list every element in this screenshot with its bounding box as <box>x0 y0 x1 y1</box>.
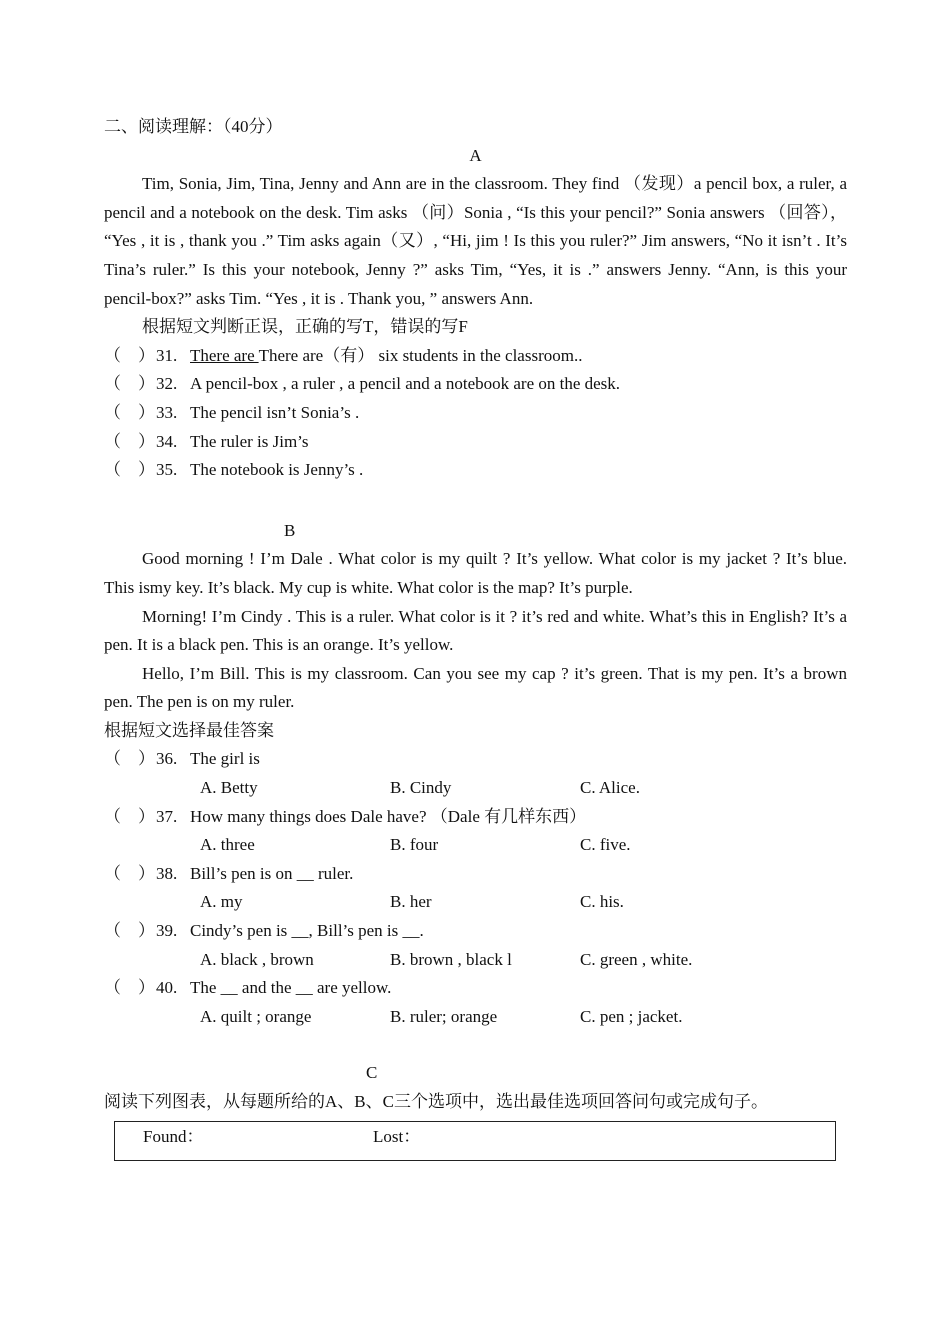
part-b-paragraph: Good morning ! I’m Dale . What color is my quilt ? It’s yellow. What color is my jacket ? It’s blue. This ismy key. It’s black. My cup is white. What color is the map? It’s purple. <box>104 549 847 597</box>
option-c[interactable]: C. Alice. <box>580 778 640 798</box>
option-a[interactable]: A. black , brown <box>200 949 314 969</box>
question-text: Bill’s pen is on __ ruler. <box>190 863 354 883</box>
option-a[interactable]: A. quilt ; orange <box>200 1006 312 1026</box>
question-text: The notebook is Jenny’s . <box>190 460 364 480</box>
question-38 <box>104 860 847 889</box>
found-header: Found： <box>143 1126 204 1146</box>
question-number: 35. <box>156 460 178 480</box>
question-text: There are There are（有） six students in the classroom.. <box>190 345 583 365</box>
underlined-text: There are <box>190 345 259 365</box>
option-b[interactable]: B. brown , black l <box>390 949 512 969</box>
option-c[interactable]: C. green , white. <box>580 949 693 969</box>
part-b-paragraph: Morning! I’m Cindy . This is a ruler. What color is it ? it’s red and white. What’s this in English? It’s a pen. It is a black pen. This is an orange. It’s yellow. <box>104 606 847 655</box>
option-a[interactable]: A. my <box>200 892 243 912</box>
option-b[interactable]: B. Cindy <box>390 778 452 798</box>
part-a-instruction: 根据短文判断正误，正确的写T，错误的写F <box>142 317 468 337</box>
part-b-instruction: 根据短文选择最佳答案 <box>104 720 274 740</box>
option-b[interactable]: B. four <box>390 835 439 855</box>
question-text: How many things does Dale have? （Dale 有几样东西） <box>190 806 587 826</box>
answer-blank[interactable]: （ ） <box>104 402 155 422</box>
question-37 <box>104 803 847 832</box>
question-33 <box>104 399 847 428</box>
question-40 <box>104 974 847 1003</box>
part-b-label: B <box>284 520 296 540</box>
answer-blank[interactable]: （ ） <box>104 749 155 769</box>
question-number: 32. <box>156 374 178 394</box>
worksheet-page <box>104 113 847 1161</box>
question-number: 36. <box>156 749 178 769</box>
lost-header: Lost： <box>373 1126 421 1146</box>
part-c-label: C <box>366 1063 378 1083</box>
section-title: 二、阅读理解：（40分） <box>104 117 283 136</box>
options-39 <box>104 946 847 975</box>
answer-blank[interactable]: （ ） <box>104 374 155 394</box>
answer-blank[interactable]: （ ） <box>104 921 155 941</box>
question-32 <box>104 370 847 399</box>
option-a[interactable]: A. three <box>200 835 255 855</box>
answer-blank[interactable]: （ ） <box>104 806 155 826</box>
question-number: 37. <box>156 806 178 826</box>
question-text: A pencil-box , a ruler , a pencil and a notebook are on the desk. <box>190 374 621 394</box>
question-number: 38. <box>156 863 178 883</box>
answer-blank[interactable]: （ ） <box>104 863 155 883</box>
part-c-instruction: 阅读下列图表，从每题所给的A、B、C三个选项中，选出最佳选项回答问句或完成句子。 <box>104 1092 768 1111</box>
part-a-label: A <box>469 145 482 165</box>
options-38 <box>104 888 847 917</box>
question-number: 31. <box>156 345 178 365</box>
question-number: 34. <box>156 431 178 451</box>
option-c[interactable]: C. five. <box>580 835 631 855</box>
found-lost-table <box>114 1121 836 1161</box>
question-text: The pencil isn’t Sonia’s . <box>190 402 360 422</box>
question-31 <box>104 342 847 371</box>
answer-blank[interactable]: （ ） <box>104 431 155 451</box>
option-a[interactable]: A. Betty <box>200 778 258 798</box>
option-c[interactable]: C. pen ; jacket. <box>580 1006 683 1026</box>
question-35 <box>104 456 847 485</box>
question-text: The ruler is Jim’s <box>190 431 309 451</box>
options-36 <box>104 774 847 803</box>
options-40 <box>104 1003 847 1032</box>
answer-blank[interactable]: （ ） <box>104 978 155 998</box>
question-number: 40. <box>156 978 178 998</box>
question-36 <box>104 745 847 774</box>
part-b-paragraph: Hello, I’m Bill. This is my classroom. Can you see my cap ? it’s green. That is my pen. It’s a brown pen. The pen is on my ruler. <box>104 663 847 712</box>
option-b[interactable]: B. ruler; orange <box>390 1006 498 1026</box>
option-c[interactable]: C. his. <box>580 892 624 912</box>
answer-blank[interactable]: （ ） <box>104 345 155 365</box>
answer-blank[interactable]: （ ） <box>104 460 155 480</box>
question-text: The __ and the __ are yellow. <box>190 978 392 998</box>
question-34 <box>104 428 847 457</box>
question-text: The girl is <box>190 749 260 769</box>
question-number: 39. <box>156 921 178 941</box>
options-37 <box>104 831 847 860</box>
question-39 <box>104 917 847 946</box>
part-a-passage: Tim, Sonia, Jim, Tina, Jenny and Ann are in the classroom. They find （发现）a pencil box, a ruler, a pencil and a notebook on the desk. Tim asks （问）Sonia , “Is this your pencil?” Sonia answers （回答）， “Yes , it is , thank you .” Tim asks again（又）, “Hi, jim ! Is this you ruler?” Jim answers, “No it isn’t . It’s Tina’s ruler.” Is this your notebook, Jenny ?” asks Tim, “Yes, it is .” answers Jenny. “Ann, is this your pencil-box?” asks Tim. “Yes , it is . Thank you, ” answers Ann. <box>104 174 847 308</box>
option-b[interactable]: B. her <box>390 892 432 912</box>
question-text: Cindy’s pen is __, Bill’s pen is __. <box>190 921 424 941</box>
question-number: 33. <box>156 402 178 422</box>
